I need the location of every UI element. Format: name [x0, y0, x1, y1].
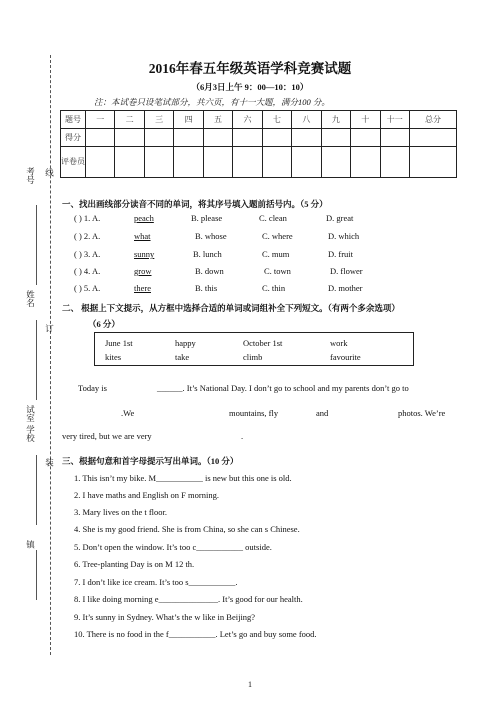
passage-text: .We [121, 408, 135, 418]
binding-dashed-line [50, 55, 51, 655]
grader-cell[interactable] [174, 147, 203, 178]
part1-option-d: D. fruit [328, 249, 354, 259]
part1-option-a: sunny [134, 249, 155, 259]
binding-exam-no-label: 考号 [25, 167, 36, 184]
grader-cell[interactable] [351, 147, 380, 178]
part3-item: 6. Tree-planting Day is on M 12 th. [74, 559, 195, 569]
binding-room-label: 试室 [25, 405, 36, 422]
score-cell[interactable] [380, 129, 409, 147]
part1-option-d: D. great [326, 213, 354, 223]
score-table-header-cell: 四 [174, 111, 203, 129]
part3-item: 5. Don’t open the window. It’s too c___________ outside. [74, 542, 272, 552]
word-bank-item: work [330, 338, 348, 348]
score-table [60, 110, 457, 178]
part1-option-a: peach [134, 213, 154, 223]
score-row-label: 得分 [61, 129, 86, 147]
exam-title: 2016年春五年级英语学科竞赛试题 [148, 61, 352, 76]
grader-cell[interactable] [292, 147, 321, 178]
grader-cell[interactable] [203, 147, 232, 178]
part1-option-c: C. clean [259, 213, 287, 223]
binding-line-mark: 线 [44, 168, 55, 177]
part3-item: 10. There is no food in the f___________. Let’s go and buy some food. [74, 629, 317, 639]
part3-item: 4. She is my good friend. She is from China, so she can s Chinese. [74, 524, 300, 534]
passage-text: photos. We’re [398, 408, 446, 418]
word-bank-item: October 1st [243, 338, 283, 348]
part1-option-c: C. thin [262, 283, 286, 293]
part1-option-b: B. down [195, 266, 224, 276]
exam-note: 注：本试卷只设笔试部分，共六页，有十一大题，满分100 分。 [94, 97, 330, 107]
score-table-header-cell: 七 [262, 111, 291, 129]
score-table-header-cell: 五 [203, 111, 232, 129]
passage-text: . [241, 431, 244, 441]
score-table-header-cell: 总分 [410, 111, 457, 129]
grader-cell[interactable] [410, 147, 457, 178]
part1-option-a: there [134, 283, 151, 293]
part3-item: 2. I have maths and English on F morning. [74, 490, 219, 500]
part1-item-num: ( ) 1. A. [74, 213, 101, 223]
part1-option-c: C. mum [262, 249, 290, 259]
part1-option-c: C. town [264, 266, 291, 276]
binding-school-line [36, 455, 37, 525]
part1-option-b: B. whose [195, 231, 227, 241]
binding-town-label: 镇 [25, 540, 36, 549]
binding-name-label: 姓名 [25, 290, 36, 307]
part1-option-d: D. flower [330, 266, 363, 276]
score-cell[interactable] [174, 129, 203, 147]
part1-item-num: ( ) 2. A. [74, 231, 101, 241]
score-cell[interactable] [292, 129, 321, 147]
word-bank-item: take [175, 352, 190, 362]
score-table-header-cell: 八 [292, 111, 321, 129]
part3-item: 8. I like doing morning e______________. It’s good for our health. [74, 594, 303, 604]
part1-option-d: D. mother [328, 283, 363, 293]
part3-item: 1. This isn’t my bike. M___________ is new but this one is old. [74, 473, 292, 483]
score-table-header-cell: 三 [144, 111, 173, 129]
grader-cell[interactable] [115, 147, 144, 178]
part3-heading: 三、根据句意和首字母提示写出单词。（10 分） [62, 456, 239, 466]
score-cell[interactable] [410, 129, 457, 147]
score-cell[interactable] [144, 129, 173, 147]
score-table-header-cell: 十一 [380, 111, 409, 129]
binding-seal-mark: 装 [44, 458, 55, 467]
grader-cell[interactable] [321, 147, 350, 178]
passage-text: mountains, fly [229, 408, 279, 418]
score-cell[interactable] [351, 129, 380, 147]
part2-heading-points: （6 分） [88, 319, 120, 329]
score-table-header-cell: 九 [321, 111, 350, 129]
word-bank-item: June 1st [105, 338, 133, 348]
part1-option-d: D. which [328, 231, 360, 241]
part1-option-b: B. please [191, 213, 223, 223]
score-table-header-cell: 一 [86, 111, 115, 129]
passage-text: Today is [78, 383, 107, 393]
passage-text: very tired, but we are very [62, 431, 152, 441]
word-bank-item: favourite [330, 352, 361, 362]
binding-name-line [36, 205, 37, 285]
grader-cell[interactable] [262, 147, 291, 178]
grader-cell[interactable] [86, 147, 115, 178]
score-cell[interactable] [86, 129, 115, 147]
part3-item: 9. It’s sunny in Sydney. What’s the w like in Beijing? [74, 612, 256, 622]
score-cell[interactable] [321, 129, 350, 147]
score-cell[interactable] [262, 129, 291, 147]
score-cell[interactable] [233, 129, 262, 147]
word-bank-item: kites [105, 352, 122, 362]
part1-option-a: grow [134, 266, 152, 276]
binding-bind-mark: 订 [44, 324, 55, 333]
part1-option-a: what [134, 231, 151, 241]
score-cell[interactable] [203, 129, 232, 147]
score-table-header-cell: 二 [115, 111, 144, 129]
word-bank-item: happy [175, 338, 196, 348]
part3-item: 3. Mary lives on the t floor. [74, 507, 168, 517]
part1-option-b: B. lunch [193, 249, 222, 259]
grader-cell[interactable] [380, 147, 409, 178]
passage-text: ______. It’s National Day. I don’t go to school and my parents don’t go to [157, 383, 409, 393]
word-bank-item: climb [243, 352, 263, 362]
word-bank-box [94, 332, 414, 366]
page-number: 1 [248, 680, 252, 689]
part1-item-num: ( ) 4. A. [74, 266, 101, 276]
grader-cell[interactable] [233, 147, 262, 178]
part1-option-b: B. this [195, 283, 218, 293]
part1-option-c: C. where [262, 231, 293, 241]
part1-heading: 一、找出画线部分读音不同的单词，将其序号填入题前括号内。（5 分） [62, 199, 328, 209]
part1-item-num: ( ) 3. A. [74, 249, 101, 259]
score-table-header-cell: 题号 [61, 111, 86, 129]
exam-time: （6月3日上午 9：00—10：10） [191, 82, 309, 92]
part3-item: 7. I don’t like ice cream. It’s too s___________. [74, 577, 238, 587]
part1-item-num: ( ) 5. A. [74, 283, 101, 293]
binding-room-line [36, 320, 37, 400]
binding-town-line [36, 550, 37, 600]
grader-row-label: 评卷员 [61, 147, 86, 178]
score-cell[interactable] [115, 129, 144, 147]
score-table-header-cell: 十 [351, 111, 380, 129]
binding-school-label: 学校 [25, 425, 36, 442]
passage-text: and [316, 408, 329, 418]
score-table-header-cell: 六 [233, 111, 262, 129]
grader-cell[interactable] [144, 147, 173, 178]
part2-heading: 二、 根据上下文提示，从方框中选择合适的单词或词组补全下列短文。（有两个多余选项） [62, 303, 400, 313]
